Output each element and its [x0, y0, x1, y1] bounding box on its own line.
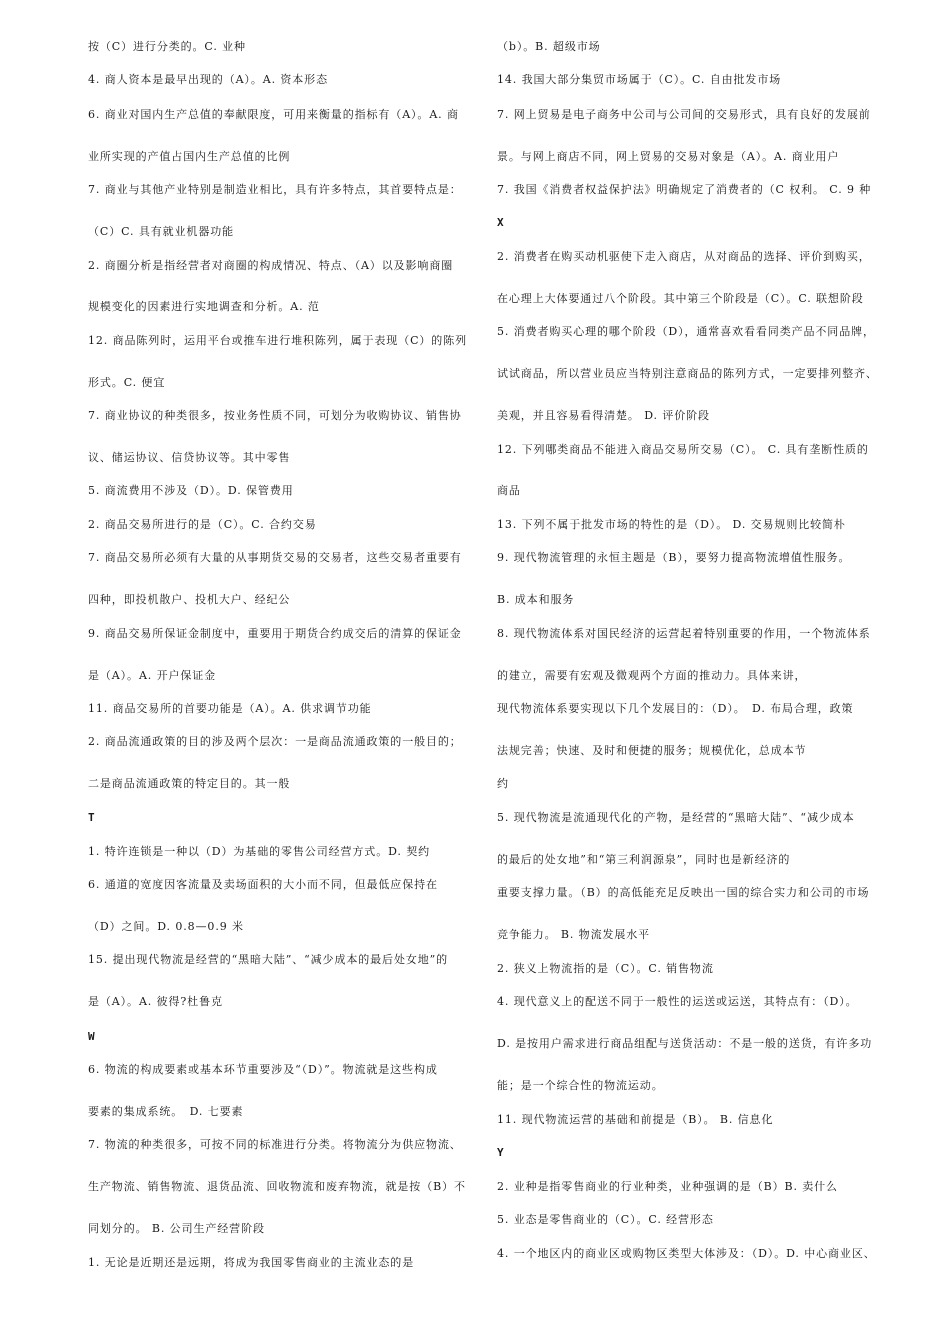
- text-line: 是（A）。A. 彼得?杜鲁克: [88, 995, 223, 1008]
- text-line: 1. 无论是近期还是远期，将成为我国零售商业的主流业态的是: [88, 1256, 415, 1269]
- section-letter: Y: [497, 1146, 504, 1159]
- text-line: 试试商品，所以营业员应当特别注意商品的陈列方式，一定要排列整齐、: [497, 367, 878, 380]
- text-line: 7. 网上贸易是电子商务中公司与公司间的交易形式，具有良好的发展前: [497, 108, 871, 121]
- text-line: 4. 商人资本是最早出现的（A）。A. 资本形态: [88, 73, 328, 86]
- text-line: 生产物流、销售物流、退货品流、回收物流和废弃物流，就是按（B）不: [88, 1180, 466, 1193]
- text-line: 二是商品流通政策的特定目的。其一般: [88, 777, 291, 790]
- text-line: 6. 物流的构成要素或基本环节重要涉及“（D）”。物流就是这些构成: [88, 1063, 438, 1076]
- text-line: 2. 商品交易所进行的是（C）。C. 合约交易: [88, 518, 317, 531]
- text-line: 的建立，需要有宏观及微观两个方面的推动力。具体来讲，: [497, 669, 807, 682]
- text-line: 2. 狭义上物流指的是（C）。C. 销售物流: [497, 962, 714, 975]
- text-line: 6. 通道的宽度因客流量及卖场面积的大小而不同，但最低应保持在: [88, 878, 438, 891]
- text-line: 11. 现代物流运营的基础和前提是（B）。 B. 信息化: [497, 1113, 774, 1126]
- text-line: 12. 下列哪类商品不能进入商品交易所交易（C）。 C. 具有垄断性质的: [497, 443, 869, 456]
- text-line: 8. 现代物流体系对国民经济的运营起着特别重要的作用，一个物流体系: [497, 627, 871, 640]
- text-line: 能；是一个综合性的物流运动。: [497, 1079, 664, 1092]
- text-line: （D）之间。D. 0.8—0.9 米: [88, 920, 244, 933]
- text-line: 5. 业态是零售商业的（C）。C. 经营形态: [497, 1213, 714, 1226]
- text-line: 在心理上大体要通过八个阶段。其中第三个阶段是（C）。C. 联想阶段: [497, 292, 864, 305]
- section-letter: W: [88, 1030, 95, 1043]
- text-line: 9. 现代物流管理的永恒主题是（B），要努力提高物流增值性服务。: [497, 551, 851, 564]
- text-line: 7. 商品交易所必须有大量的从事期货交易的交易者，这些交易者重要有: [88, 551, 462, 564]
- text-line: D. 是按用户需求进行商品组配与送货活动：不是一般的送货，有许多功: [497, 1037, 873, 1050]
- text-line: 7. 物流的种类很多，可按不同的标准进行分类。将物流分为供应物流、: [88, 1138, 462, 1151]
- text-line: 形式。C. 便宜: [88, 376, 166, 389]
- text-line: 2. 商品流通政策的目的涉及两个层次：一是商品流通政策的一般目的；: [88, 735, 462, 748]
- text-line: 14. 我国大部分集贸市场属于（C）。C. 自由批发市场: [497, 73, 782, 86]
- text-line: 4. 现代意义上的配送不同于一般性的运送或运送，其特点有：（D）。: [497, 995, 858, 1008]
- text-line: （b）。B. 超级市场: [497, 40, 601, 53]
- section-letter: T: [88, 811, 95, 824]
- text-line: （C）C. 具有就业机器功能: [88, 225, 235, 238]
- text-line: 6. 商业对国内生产总值的奉献限度，可用来衡量的指标有（A）。A. 商: [88, 108, 459, 121]
- section-letter: X: [497, 216, 504, 229]
- text-line: 商品: [497, 484, 521, 497]
- text-line: 7. 商业与其他产业特别是制造业相比，具有许多特点，其首要特点是：: [88, 183, 462, 196]
- text-line: 2. 业种是指零售商业的行业种类，业种强调的是（B）B. 卖什么: [497, 1180, 838, 1193]
- text-line: 7. 商业协议的种类很多，按业务性质不同，可划分为收购协议、销售协: [88, 409, 462, 422]
- text-line: 13. 下列不属于批发市场的特性的是（D）。 D. 交易规则比较简朴: [497, 518, 846, 531]
- text-line: 5. 商流费用不涉及（D）。D. 保管费用: [88, 484, 294, 497]
- text-line: 要素的集成系统。 D. 七要素: [88, 1105, 244, 1118]
- text-line: 9. 商品交易所保证金制度中，重要用于期货合约成交后的清算的保证金: [88, 627, 462, 640]
- text-line: 15. 提出现代物流是经营的“黑暗大陆”、“减少成本的最后处女地”的: [88, 953, 449, 966]
- text-line: B. 成本和服务: [497, 593, 575, 606]
- text-line: 2. 商圈分析是指经营者对商圈的构成情况、特点、（A）以及影响商圈: [88, 259, 454, 272]
- text-line: 法规完善；快速、及时和便捷的服务；规模优化，总成本节: [497, 744, 807, 757]
- text-line: 4. 一个地区内的商业区或购物区类型大体涉及：（D）。D. 中心商业区、: [497, 1247, 876, 1260]
- text-line: 2. 消费者在购买动机驱使下走入商店，从对商品的选择、评价到购买，: [497, 250, 871, 263]
- text-line: 11. 商品交易所的首要功能是（A）。A. 供求调节功能: [88, 702, 372, 715]
- text-line: 景。与网上商店不同，网上贸易的交易对象是（A）。A. 商业用户: [497, 150, 840, 163]
- text-line: 按（C）进行分类的。C. 业种: [88, 40, 246, 53]
- text-line: 美观，并且容易看得清楚。 D. 评价阶段: [497, 409, 710, 422]
- text-line: 规模变化的因素进行实地调查和分析。A. 范: [88, 300, 320, 313]
- text-line: 5. 消费者购买心理的哪个阶段（D），通常喜欢看看同类产品不同品牌，: [497, 325, 875, 338]
- text-line: 1. 特许连锁是一种以（D）为基础的零售公司经营方式。D. 契约: [88, 845, 431, 858]
- text-line: 的最后的处女地”和“第三利润源泉”，同时也是新经济的: [497, 853, 791, 866]
- text-line: 业所实现的产值占国内生产总值的比例: [88, 150, 291, 163]
- text-line: 议、储运协议、信贷协议等。其中零售: [88, 451, 291, 464]
- text-line: 四种，即投机散户、投机大户、经纪公: [88, 593, 291, 606]
- text-line: 是（A）。A. 开户保证金: [88, 669, 217, 682]
- text-line: 竞争能力。 B. 物流发展水平: [497, 928, 651, 941]
- text-line: 重要支撑力量。（B）的高低能充足反映出一国的综合实力和公司的市场: [497, 886, 870, 899]
- text-line: 约: [497, 777, 509, 790]
- text-line: 现代物流体系要实现以下几个发展目的：（D）。 D. 布局合理，政策: [497, 702, 854, 715]
- text-line: 12. 商品陈列时，运用平台或推车进行堆积陈列，属于表现（C）的陈列: [88, 334, 468, 347]
- text-line: 7. 我国《消费者权益保护法》明确规定了消费者的（C 权利。 C. 9 种: [497, 183, 872, 196]
- text-line: 5. 现代物流是流通现代化的产物，是经营的“黑暗大陆”、“减少成本: [497, 811, 855, 824]
- text-line: 同划分的。 B. 公司生产经营阶段: [88, 1222, 265, 1235]
